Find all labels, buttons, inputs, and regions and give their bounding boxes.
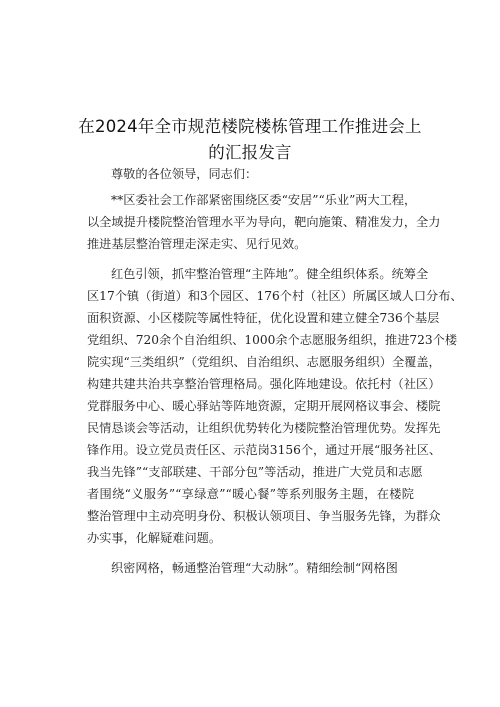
paragraph-line: 以全域提升楼院整治管理水平为导向，靶向施策、精准发力，全力 bbox=[87, 215, 441, 229]
document-body bbox=[87, 163, 463, 579]
paragraph-line: 民情恳谈会等活动，让组织优势转化为楼院整治管理优势。发挥先 bbox=[87, 421, 441, 435]
paragraph-line: 锋作用。设立党员责任区、示范岗3156个，通过开展“服务社区、 bbox=[87, 443, 442, 457]
paragraph-line: 区17个镇（街道）和3个园区、176个村（社区）所属区域人口分布、 bbox=[87, 289, 463, 303]
paragraph-line: 织密网格，畅通整治管理“大动脉”。精细绘制“网格图 bbox=[111, 561, 398, 575]
paragraph-line: 院实现“三类组织”（党组织、自治组织、志愿服务组织）全覆盖， bbox=[87, 355, 441, 369]
paragraph-line: 推进基层整治管理走深走实、见行见效。 bbox=[87, 237, 307, 251]
paragraph-3 bbox=[87, 557, 414, 579]
paragraph-line: 办实事，化解疑难问题。 bbox=[87, 531, 222, 545]
paragraph-1 bbox=[87, 189, 441, 255]
paragraph-line: 党群服务中心、暖心驿站等阵地资源，定期开展网格议事会、楼院 bbox=[87, 399, 441, 413]
paragraph-line: 面积资源、小区楼院等属性特征，优化设置和建立健全736个基层 bbox=[87, 311, 440, 325]
paragraph-line: 构建共建共治共享整治管理格局。强化阵地建设。依托村（社区） bbox=[87, 377, 441, 391]
paragraph-line: 党组织、720余个自治组织、1000余个志愿服务组织，推进723个楼 bbox=[87, 333, 458, 347]
paragraph-2 bbox=[87, 263, 463, 549]
title-line-1: 在2024年全市规范楼院楼栋管理工作推进会上 bbox=[78, 117, 422, 136]
paragraph-line: **区委社会工作部紧密围绕区委“安居”“乐业”两大工程， bbox=[111, 193, 417, 207]
paragraph-line: 红色引领，抓牢整治管理“主阵地”。健全组织体系。统筹全 bbox=[111, 267, 429, 281]
paragraph-line: 者围绕“义服务”“享绿意”“暖心餐”等系列服务主题，在楼院 bbox=[87, 487, 414, 501]
title-line-2: 的汇报发言 bbox=[208, 143, 292, 162]
salutation: 尊敬的各位领导，同志们： bbox=[111, 167, 258, 181]
document-title bbox=[70, 114, 430, 166]
paragraph-line: 我当先锋”“支部联建、干部分包”等活动，推进广大党员和志愿 bbox=[87, 465, 423, 479]
paragraph-line: 整治管理中主动亮明身份、积极认领项目、争当服务先锋，为群众 bbox=[87, 509, 441, 523]
